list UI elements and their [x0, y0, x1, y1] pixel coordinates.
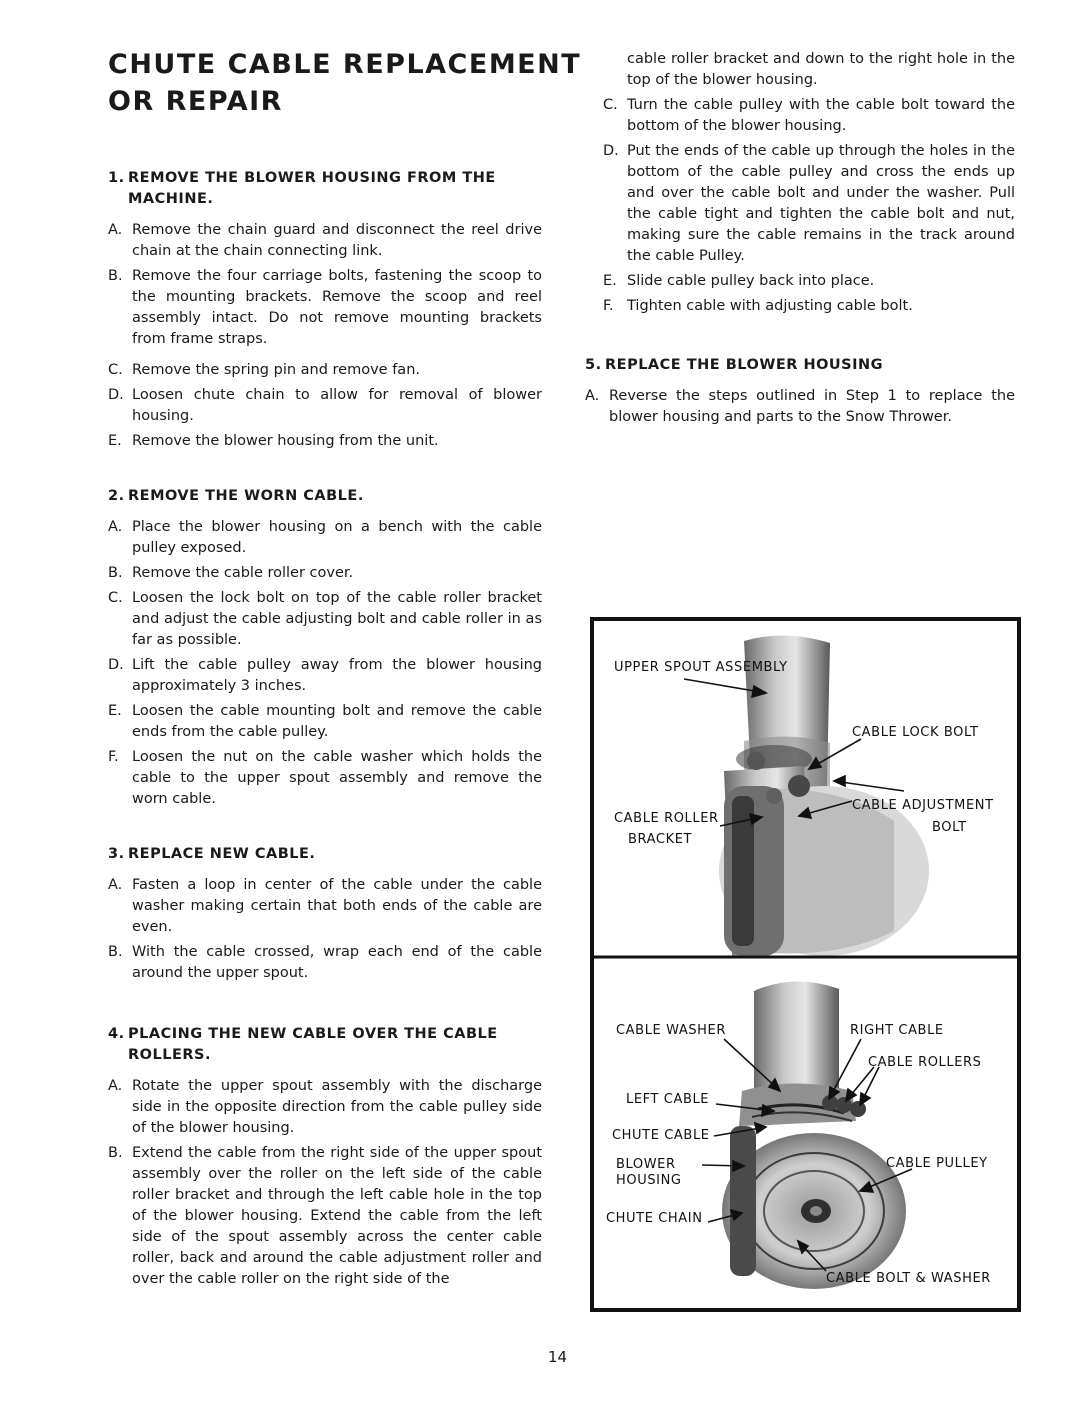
step-3a [108, 875, 542, 938]
step-text: Slide cable pulley back into place. [627, 273, 875, 289]
step-letter: D . [603, 141, 619, 162]
step-text: cable roller bracket and down to the right hole in the top of the blower housing. [627, 51, 1015, 88]
section-1 [108, 168, 542, 452]
section-1-number: 1 . [108, 168, 125, 189]
step-letter: D . [108, 655, 124, 676]
step-text: Reverse the steps outlined in Step 1 to replace the blower housing and parts to the Snow Thrower. [609, 388, 1015, 425]
step-1b [108, 266, 542, 350]
step-letter: F . [108, 747, 119, 768]
section-3 [108, 844, 542, 984]
step-letter: A . [108, 875, 122, 896]
step-4c [603, 95, 1015, 137]
step-text: Remove the spring pin and remove fan. [132, 362, 420, 378]
section-5-heading-text: REPLACE THE BLOWER HOUSING [605, 357, 884, 373]
step-letter: B . [108, 563, 123, 584]
step-text: Loosen the cable mounting bolt and remove the cable ends from the cable pulley. [132, 703, 542, 740]
step-letter: B . [108, 942, 123, 963]
section-4 [108, 1024, 542, 1290]
step-letter: A . [108, 517, 122, 538]
step-text: Loosen chute chain to allow for removal of blower housing. [132, 387, 542, 424]
label-cable-roller: CABLE ROLLER [614, 811, 719, 826]
step-text: Fasten a loop in center of the cable under the cable washer making certain that both ends of the cable are even. [132, 877, 542, 935]
step-4d [603, 141, 1015, 267]
step-text: Remove the chain guard and disconnect the reel drive chain at the chain connecting link. [132, 222, 542, 259]
label-cable-bolt-washer: CABLE BOLT & WASHER [826, 1271, 991, 1286]
section-2-heading [108, 486, 542, 507]
step-text: Remove the blower housing from the unit. [132, 433, 439, 449]
section-1-heading-text: REMOVE THE BLOWER HOUSING FROM THE MACHINE. [128, 170, 496, 207]
step-text: Place the blower housing on a bench with the cable pulley exposed. [132, 519, 542, 556]
label-cable-lock-bolt: CABLE LOCK BOLT [852, 725, 979, 740]
step-2c [108, 588, 542, 651]
label-bracket: BRACKET [628, 832, 693, 847]
step-2e [108, 701, 542, 743]
step-4e [603, 271, 1015, 292]
step-1e [108, 431, 542, 452]
step-letter: E . [603, 271, 617, 292]
label-cable-rollers: CABLE ROLLERS [868, 1055, 982, 1070]
step-4b [108, 1143, 542, 1290]
section-3-heading [108, 844, 542, 865]
step-2f [108, 747, 542, 810]
step-letter: B . [108, 1143, 123, 1164]
section-5-heading [585, 355, 1015, 376]
left-column [108, 168, 542, 1294]
label-cable-adjustment: CABLE ADJUSTMENT [852, 798, 994, 813]
section-3-number: 3 . [108, 844, 125, 865]
step-text: Loosen the lock bolt on top of the cable roller bracket and adjust the cable adjusting bolt and cable roller in as far as possible. [132, 590, 542, 648]
step-text: Lift the cable pulley away from the blower housing approximately 3 inches. [132, 657, 542, 694]
section-2 [108, 486, 542, 810]
step-letter: D . [108, 385, 124, 406]
section-4-heading-text: PLACING THE NEW CABLE OVER THE CABLE ROLLERS. [128, 1026, 498, 1063]
step-1d [108, 385, 542, 427]
label-housing: HOUSING [616, 1173, 682, 1188]
section-4-number: 4 . [108, 1024, 125, 1045]
step-letter: B . [108, 266, 123, 287]
section-5 [585, 355, 1015, 428]
step-5a [585, 386, 1015, 428]
page-title-line-1: CHUTE CABLE REPLACEMENT [108, 49, 582, 80]
step-letter: E . [108, 431, 122, 452]
section-3-heading-text: REPLACE NEW CABLE. [128, 846, 316, 862]
page-title [108, 46, 581, 120]
step-letter: A . [108, 220, 122, 241]
label-bolt: BOLT [932, 820, 967, 835]
step-text: Extend the cable from the right side of the upper spout assembly over the roller on the left side of the cable roller bracket and through the left cable hole in the top of the blower housing. Extend the cable from the left side of the spout assembly across the center cable roller, back and around the cable adjustment roller and over the cable roller on the right side of the [132, 1145, 542, 1287]
label-left-cable: LEFT CABLE [626, 1092, 710, 1107]
section-2-heading-text: REMOVE THE WORN CABLE. [128, 488, 364, 504]
step-letter: A . [108, 1076, 122, 1097]
step-text: Loosen the nut on the cable washer which holds the cable to the upper spout assembly and remove the worn cable. [132, 749, 542, 807]
step-text: Remove the cable roller cover. [132, 565, 354, 581]
step-4f [603, 296, 1015, 317]
step-2a [108, 517, 542, 559]
label-chute-cable: CHUTE CABLE [612, 1128, 710, 1143]
step-text: Turn the cable pulley with the cable bolt toward the bottom of the blower housing. [627, 97, 1015, 134]
label-blower: BLOWER [616, 1157, 676, 1172]
section-1-heading [108, 168, 542, 210]
step-2d [108, 655, 542, 697]
step-letter: E . [108, 701, 122, 722]
step-text: Put the ends of the cable up through the holes in the bottom of the cable pulley and cross the ends up and over the cable bolt and under the washer. Pull the cable tight and tighten the cable bolt and nut, making sure the cable remains in the track around the cable Pulley. [627, 143, 1015, 264]
label-cable-pulley: CABLE PULLEY [886, 1156, 988, 1171]
right-column [585, 49, 1015, 432]
step-letter: A . [585, 386, 599, 407]
step-text: Remove the four carriage bolts, fastening the scoop to the mounting brackets. Remove the scoop and reel assembly intact. Do not remove mounting brackets from frame straps. [132, 268, 542, 347]
label-cable-washer: CABLE WASHER [616, 1023, 726, 1038]
chute-cable-figure [590, 617, 1021, 1312]
page-title-line-2: OR REPAIR [108, 86, 283, 117]
step-text: With the cable crossed, wrap each end of the cable around the upper spout. [132, 944, 542, 981]
step-letter: C . [108, 360, 123, 381]
label-right-cable: RIGHT CABLE [850, 1023, 944, 1038]
step-letter: C . [603, 95, 618, 116]
label-upper-spout-assembly: UPPER SPOUT ASSEMBLY [614, 660, 788, 675]
top-photo [719, 635, 929, 956]
step-2b [108, 563, 542, 584]
step-letter: F . [603, 296, 614, 317]
step-3b [108, 942, 542, 984]
step-letter: C . [108, 588, 123, 609]
section-4-heading [108, 1024, 542, 1066]
step-4b-continued [603, 49, 1015, 91]
step-text: Tighten cable with adjusting cable bolt. [627, 298, 913, 314]
step-1a [108, 220, 542, 262]
page-number: 14 [548, 1348, 568, 1366]
step-4a [108, 1076, 542, 1139]
label-chute-chain: CHUTE CHAIN [606, 1211, 703, 1226]
section-5-number: 5 . [585, 355, 602, 376]
step-text: Rotate the upper spout assembly with the discharge side in the opposite direction from the cable pulley side of the blower housing. [132, 1078, 542, 1136]
section-2-number: 2 . [108, 486, 125, 507]
step-1c [108, 360, 542, 381]
